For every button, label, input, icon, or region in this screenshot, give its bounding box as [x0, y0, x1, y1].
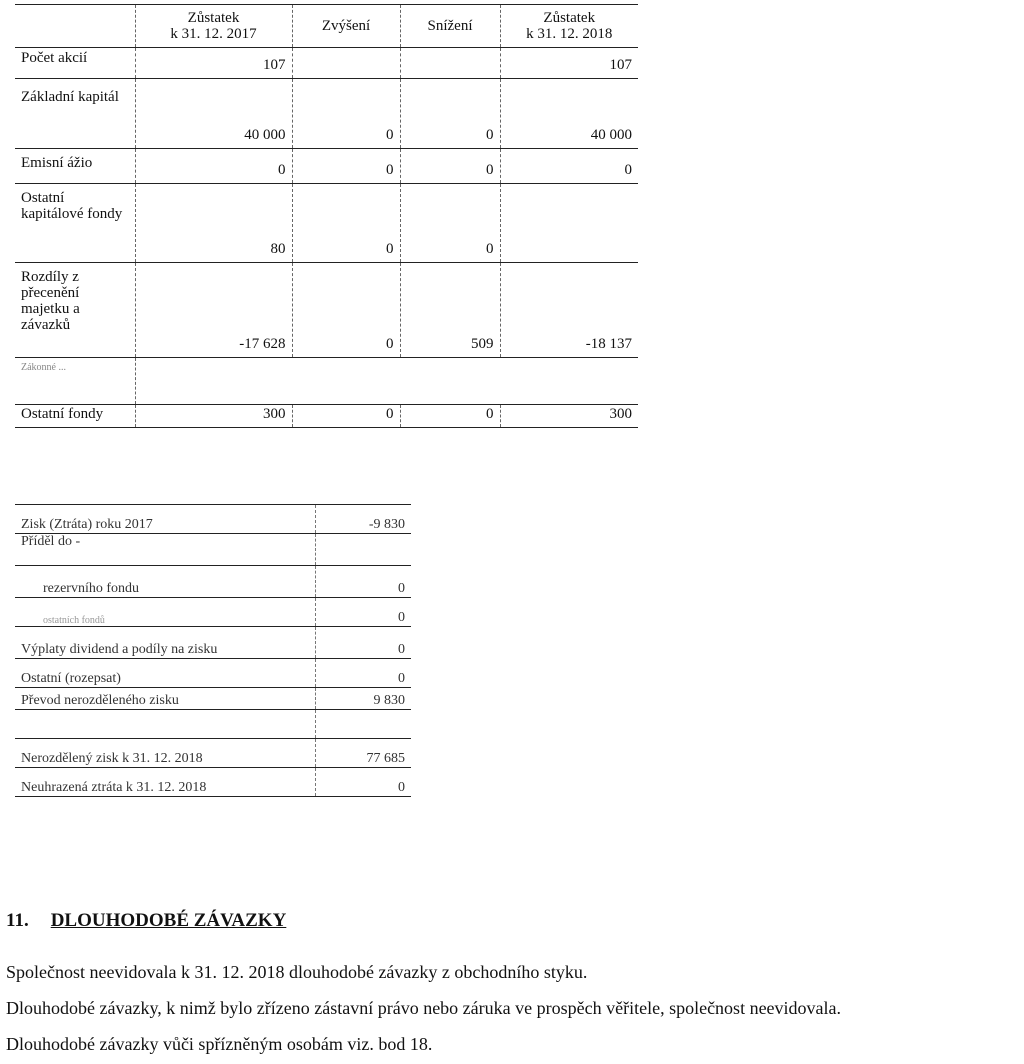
row-value: -9 830	[315, 505, 411, 534]
paragraph-2: Dlouhodobé závazky, k nimž bylo zřízeno zástavní právo nebo záruka ve prospěch věřitele, společnost neevidovala.	[6, 998, 842, 1018]
row-label: Ostatní kapitálové fondy	[15, 184, 135, 263]
cell-balance-2017: 107	[135, 48, 292, 79]
cell-increase	[292, 48, 400, 79]
cell-increase: 0	[292, 263, 400, 358]
clipped-label: Zákonné ...	[21, 362, 66, 373]
equity-header-row	[15, 5, 638, 48]
row-label: Základní kapitál	[15, 79, 135, 149]
cell-decrease: 509	[400, 263, 500, 358]
cell-balance-2018	[500, 184, 638, 263]
header-balance-2017: Zůstatek k 31. 12. 2017	[135, 5, 292, 48]
table-row	[15, 627, 411, 659]
row-value	[315, 710, 411, 739]
cell-balance-2017: -17 628	[135, 263, 292, 358]
equity-table	[15, 4, 638, 428]
cell-balance-2018: 40 000	[500, 79, 638, 149]
cell-increase: 0	[292, 405, 400, 428]
table-row	[15, 768, 411, 797]
row-label: Zisk (Ztráta) roku 2017	[15, 505, 315, 534]
row-label: Výplaty dividend a podíly na zisku	[15, 627, 315, 659]
row-label: Emisní ážio	[15, 149, 135, 184]
row-label: Ostatní (rozepsat)	[15, 659, 315, 688]
clipped-row	[15, 358, 638, 405]
cell-balance-2017: 0	[135, 149, 292, 184]
table-row	[15, 48, 638, 79]
cell-decrease	[400, 48, 500, 79]
cell-balance-2017: 80	[135, 184, 292, 263]
cell-decrease: 0	[400, 149, 500, 184]
row-label	[15, 710, 315, 739]
row-label: Rozdíly z přecenění majetku a závazků	[15, 263, 135, 358]
table-row	[15, 405, 638, 428]
row-value: 0	[315, 598, 411, 627]
table-row	[15, 566, 411, 598]
table-row	[15, 505, 411, 534]
cell-balance-2018: 300	[500, 405, 638, 428]
row-value: 0	[315, 566, 411, 598]
table-row	[15, 263, 638, 358]
table-row	[15, 79, 638, 149]
cell-balance-2018: 0	[500, 149, 638, 184]
row-value: 77 685	[315, 739, 411, 768]
cell-increase: 0	[292, 184, 400, 263]
table-row	[15, 659, 411, 688]
row-label: Počet akcií	[15, 48, 135, 79]
section-title: DLOUHODOBÉ ZÁVAZKY	[50, 910, 287, 931]
row-value: 9 830	[315, 688, 411, 710]
cell-decrease: 0	[400, 79, 500, 149]
cell-balance-2017: 40 000	[135, 79, 292, 149]
cell-balance-2017: 300	[135, 405, 292, 428]
cell-increase: 0	[292, 79, 400, 149]
cell-increase: 0	[292, 149, 400, 184]
row-value: 0	[315, 768, 411, 797]
header-increase: Zvýšení	[292, 5, 400, 48]
section-heading	[6, 910, 286, 932]
cell-balance-2018: 107	[500, 48, 638, 79]
header-balance-2018: Zůstatek k 31. 12. 2018	[500, 5, 638, 48]
paragraph-3: Dlouhodobé závazky vůči spřízněným osobám viz. bod 18.	[6, 1034, 433, 1054]
cell-decrease: 0	[400, 184, 500, 263]
row-label: Převod nerozděleného zisku	[15, 688, 315, 710]
profit-table	[15, 504, 411, 797]
header-empty	[15, 5, 135, 48]
table-row	[15, 149, 638, 184]
row-label: Příděl do -	[15, 534, 315, 566]
row-value: 0	[315, 627, 411, 659]
table-row	[15, 184, 638, 263]
table-row	[15, 710, 411, 739]
row-label: rezervního fondu	[15, 566, 315, 598]
row-label: Nerozdělený zisk k 31. 12. 2018	[15, 739, 315, 768]
header-decrease: Snížení	[400, 5, 500, 48]
cell-balance-2018: -18 137	[500, 263, 638, 358]
row-value: 0	[315, 659, 411, 688]
table-row	[15, 598, 411, 627]
row-label: Neuhrazená ztráta k 31. 12. 2018	[15, 768, 315, 797]
table-row	[15, 688, 411, 710]
table-row	[15, 739, 411, 768]
paragraph-1: Společnost neevidovala k 31. 12. 2018 dlouhodobé závazky z obchodního styku.	[6, 962, 588, 982]
table-row	[15, 534, 411, 566]
section-number: 11.	[6, 910, 29, 931]
row-value	[315, 534, 411, 566]
cell-decrease: 0	[400, 405, 500, 428]
row-label: ostatních fondů	[15, 598, 315, 627]
row-label: Ostatní fondy	[15, 405, 135, 428]
